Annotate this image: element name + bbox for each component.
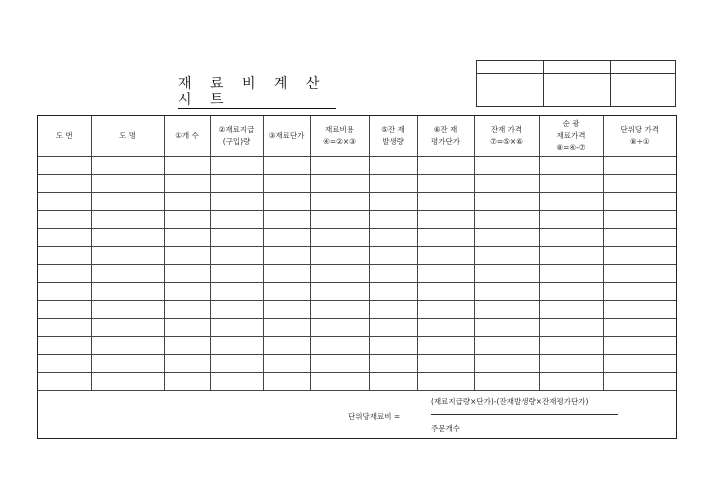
table-cell[interactable] <box>310 373 369 391</box>
column-header-line: 재료비용 <box>325 125 354 134</box>
column-header-line: 평가단가 <box>431 137 460 146</box>
table-cell[interactable] <box>91 157 164 175</box>
fraction-bar <box>431 414 618 415</box>
table-cell[interactable] <box>38 211 91 229</box>
table-cell[interactable] <box>263 211 310 229</box>
column-header-line: ①개 수 <box>175 131 199 140</box>
column-header-line: ④=②×③ <box>323 137 356 146</box>
table-cell[interactable] <box>263 247 310 265</box>
table-cell[interactable] <box>91 373 164 391</box>
table-cell[interactable] <box>474 265 539 283</box>
table-cell[interactable] <box>539 211 603 229</box>
column-header-line: ②재료지급 <box>218 125 255 134</box>
table-body <box>38 157 676 391</box>
table-cell[interactable] <box>603 301 676 319</box>
table-cell[interactable] <box>603 283 676 301</box>
table-cell[interactable] <box>38 301 91 319</box>
table-cell[interactable] <box>474 337 539 355</box>
table-cell[interactable] <box>474 283 539 301</box>
table-cell[interactable] <box>38 229 91 247</box>
table-cell[interactable] <box>369 301 417 319</box>
material-cost-sheet <box>37 115 677 439</box>
formula-numerator: (재료지급량×단가)-(잔재발생량×잔재평가단가) <box>431 397 589 406</box>
column-header <box>91 116 164 157</box>
column-header-line: 잔재 가격 <box>490 125 523 134</box>
table-cell[interactable] <box>164 247 210 265</box>
table-cell[interactable] <box>369 337 417 355</box>
table-cell[interactable] <box>310 175 369 193</box>
table-cell[interactable] <box>210 265 263 283</box>
column-header <box>474 116 539 157</box>
table-cell[interactable] <box>474 301 539 319</box>
table-cell[interactable] <box>263 373 310 391</box>
table-cell[interactable] <box>417 265 474 283</box>
table-cell[interactable] <box>164 283 210 301</box>
table-cell[interactable] <box>603 355 676 373</box>
table-cell[interactable] <box>603 157 676 175</box>
table-cell[interactable] <box>539 247 603 265</box>
table-cell[interactable] <box>91 247 164 265</box>
table-cell[interactable] <box>164 337 210 355</box>
table-cell[interactable] <box>603 175 676 193</box>
column-header-line: 발생량 <box>382 137 404 146</box>
column-header-line: ⑦=⑤×⑥ <box>490 137 523 146</box>
table-cell[interactable] <box>263 301 310 319</box>
column-header-line: 도 명 <box>119 131 136 140</box>
table-cell[interactable] <box>164 157 210 175</box>
table-cell[interactable] <box>310 229 369 247</box>
table-row <box>38 283 676 301</box>
column-header-line: ⑤잔 재 <box>381 125 405 134</box>
table-cell[interactable] <box>263 283 310 301</box>
table-cell[interactable] <box>369 283 417 301</box>
approval-header-cell[interactable] <box>611 61 676 74</box>
table-cell[interactable] <box>474 355 539 373</box>
table-cell[interactable] <box>474 229 539 247</box>
cost-table <box>38 116 676 391</box>
table-cell[interactable] <box>603 247 676 265</box>
table-cell[interactable] <box>539 319 603 337</box>
column-header-line: ⑧÷① <box>629 137 650 146</box>
column-header <box>210 116 263 157</box>
table-cell[interactable] <box>310 337 369 355</box>
table-cell[interactable] <box>369 175 417 193</box>
table-cell[interactable] <box>263 157 310 175</box>
table-cell[interactable] <box>539 355 603 373</box>
table-cell[interactable] <box>417 247 474 265</box>
table-cell[interactable] <box>417 373 474 391</box>
table-cell[interactable] <box>210 283 263 301</box>
column-header-line: 도 번 <box>55 131 73 140</box>
table-cell[interactable] <box>539 175 603 193</box>
table-row <box>38 247 676 265</box>
table-cell[interactable] <box>164 229 210 247</box>
table-cell[interactable] <box>539 157 603 175</box>
table-cell[interactable] <box>263 355 310 373</box>
table-cell[interactable] <box>263 337 310 355</box>
table-cell[interactable] <box>603 265 676 283</box>
table-cell[interactable] <box>38 355 91 373</box>
table-cell[interactable] <box>474 247 539 265</box>
table-cell[interactable] <box>417 211 474 229</box>
table-cell[interactable] <box>539 193 603 211</box>
table-cell[interactable] <box>603 229 676 247</box>
column-header <box>603 116 676 157</box>
table-row <box>38 355 676 373</box>
table-row <box>38 193 676 211</box>
sheet-title: 재 료 비 계 산 시 트 <box>178 76 336 109</box>
table-cell[interactable] <box>603 319 676 337</box>
table-cell[interactable] <box>474 193 539 211</box>
table-cell[interactable] <box>417 175 474 193</box>
table-cell[interactable] <box>603 211 676 229</box>
table-cell[interactable] <box>91 175 164 193</box>
table-cell[interactable] <box>474 319 539 337</box>
table-cell[interactable] <box>91 355 164 373</box>
column-header <box>369 116 417 157</box>
column-header <box>164 116 210 157</box>
table-cell[interactable] <box>38 265 91 283</box>
table-cell[interactable] <box>369 157 417 175</box>
table-cell[interactable] <box>38 247 91 265</box>
table-cell[interactable] <box>38 193 91 211</box>
table-cell[interactable] <box>369 319 417 337</box>
table-cell[interactable] <box>164 175 210 193</box>
table-cell[interactable] <box>603 193 676 211</box>
table-cell[interactable] <box>210 193 263 211</box>
approval-box <box>476 60 676 107</box>
table-cell[interactable] <box>417 229 474 247</box>
table-cell[interactable] <box>474 157 539 175</box>
table-cell[interactable] <box>474 175 539 193</box>
table-cell[interactable] <box>38 175 91 193</box>
table-cell[interactable] <box>417 157 474 175</box>
table-cell[interactable] <box>210 373 263 391</box>
table-cell[interactable] <box>603 373 676 391</box>
table-cell[interactable] <box>164 265 210 283</box>
table-cell[interactable] <box>210 337 263 355</box>
table-row <box>38 319 676 337</box>
table-cell[interactable] <box>539 337 603 355</box>
approval-sign-cell[interactable] <box>544 74 611 107</box>
table-cell[interactable] <box>263 265 310 283</box>
table-cell[interactable] <box>210 247 263 265</box>
table-cell[interactable] <box>38 373 91 391</box>
table-row <box>38 211 676 229</box>
column-header-line: 순 광 <box>562 119 580 128</box>
column-header <box>310 116 369 157</box>
table-cell[interactable] <box>91 193 164 211</box>
table-cell[interactable] <box>210 229 263 247</box>
table-cell[interactable] <box>210 175 263 193</box>
table-cell[interactable] <box>310 157 369 175</box>
table-cell[interactable] <box>210 211 263 229</box>
table-cell[interactable] <box>263 319 310 337</box>
table-cell[interactable] <box>539 283 603 301</box>
table-cell[interactable] <box>164 319 210 337</box>
table-cell[interactable] <box>263 175 310 193</box>
table-cell[interactable] <box>310 211 369 229</box>
table-cell[interactable] <box>603 337 676 355</box>
table-row <box>38 265 676 283</box>
table-cell[interactable] <box>91 211 164 229</box>
formula-denominator: 주문개수 <box>431 424 460 433</box>
table-cell[interactable] <box>91 319 164 337</box>
table-cell[interactable] <box>310 247 369 265</box>
table-row <box>38 157 676 175</box>
table-cell[interactable] <box>417 301 474 319</box>
column-header <box>539 116 603 157</box>
column-header <box>263 116 310 157</box>
table-cell[interactable] <box>38 283 91 301</box>
table-cell[interactable] <box>38 337 91 355</box>
table-cell[interactable] <box>210 319 263 337</box>
formula-label: 단위당재료비 = <box>348 412 401 421</box>
table-cell[interactable] <box>369 247 417 265</box>
table-cell[interactable] <box>263 193 310 211</box>
table-cell[interactable] <box>369 193 417 211</box>
table-cell[interactable] <box>210 301 263 319</box>
table-cell[interactable] <box>417 193 474 211</box>
table-cell[interactable] <box>310 265 369 283</box>
table-row <box>38 175 676 193</box>
table-cell[interactable] <box>369 265 417 283</box>
table-cell[interactable] <box>310 283 369 301</box>
table-row <box>38 301 676 319</box>
table-cell[interactable] <box>369 373 417 391</box>
column-header-line: ⑧=④-⑦ <box>556 143 586 152</box>
table-cell[interactable] <box>539 229 603 247</box>
table-cell[interactable] <box>164 355 210 373</box>
column-header <box>38 116 91 157</box>
approval-header-cell[interactable] <box>477 61 544 74</box>
table-cell[interactable] <box>369 355 417 373</box>
table-cell[interactable] <box>210 355 263 373</box>
table-cell[interactable] <box>91 265 164 283</box>
table-cell[interactable] <box>369 229 417 247</box>
table-cell[interactable] <box>210 157 263 175</box>
table-cell[interactable] <box>91 337 164 355</box>
header-row <box>38 116 676 157</box>
table-cell[interactable] <box>310 355 369 373</box>
table-cell[interactable] <box>474 211 539 229</box>
table-cell[interactable] <box>91 283 164 301</box>
table-cell[interactable] <box>164 211 210 229</box>
table-cell[interactable] <box>263 229 310 247</box>
approval-sign-cell[interactable] <box>477 74 544 107</box>
table-cell[interactable] <box>539 373 603 391</box>
table-cell[interactable] <box>164 193 210 211</box>
column-header-line: ③재료단가 <box>268 131 305 140</box>
table-cell[interactable] <box>417 319 474 337</box>
table-cell[interactable] <box>38 319 91 337</box>
table-row <box>38 373 676 391</box>
table-cell[interactable] <box>539 301 603 319</box>
table-cell[interactable] <box>38 157 91 175</box>
table-cell[interactable] <box>369 211 417 229</box>
table-cell[interactable] <box>310 193 369 211</box>
table-cell[interactable] <box>417 355 474 373</box>
table-cell[interactable] <box>164 373 210 391</box>
table-cell[interactable] <box>164 301 210 319</box>
approval-header-cell[interactable] <box>544 61 611 74</box>
column-header-line: 재료가격 <box>556 131 586 140</box>
table-cell[interactable] <box>539 265 603 283</box>
unit-cost-formula <box>38 392 676 439</box>
table-row <box>38 229 676 247</box>
table-row <box>38 337 676 355</box>
approval-sign-cell[interactable] <box>611 74 676 107</box>
column-header-line: 단위당 가격 <box>620 125 660 134</box>
table-cell[interactable] <box>417 337 474 355</box>
column-header-line: (구입)량 <box>222 137 251 146</box>
table-cell[interactable] <box>310 319 369 337</box>
table-cell[interactable] <box>474 373 539 391</box>
table-cell[interactable] <box>91 229 164 247</box>
table-cell[interactable] <box>310 301 369 319</box>
column-header <box>417 116 474 157</box>
table-cell[interactable] <box>91 301 164 319</box>
table-cell[interactable] <box>417 283 474 301</box>
column-header-line: ⑥잔 재 <box>433 125 458 134</box>
